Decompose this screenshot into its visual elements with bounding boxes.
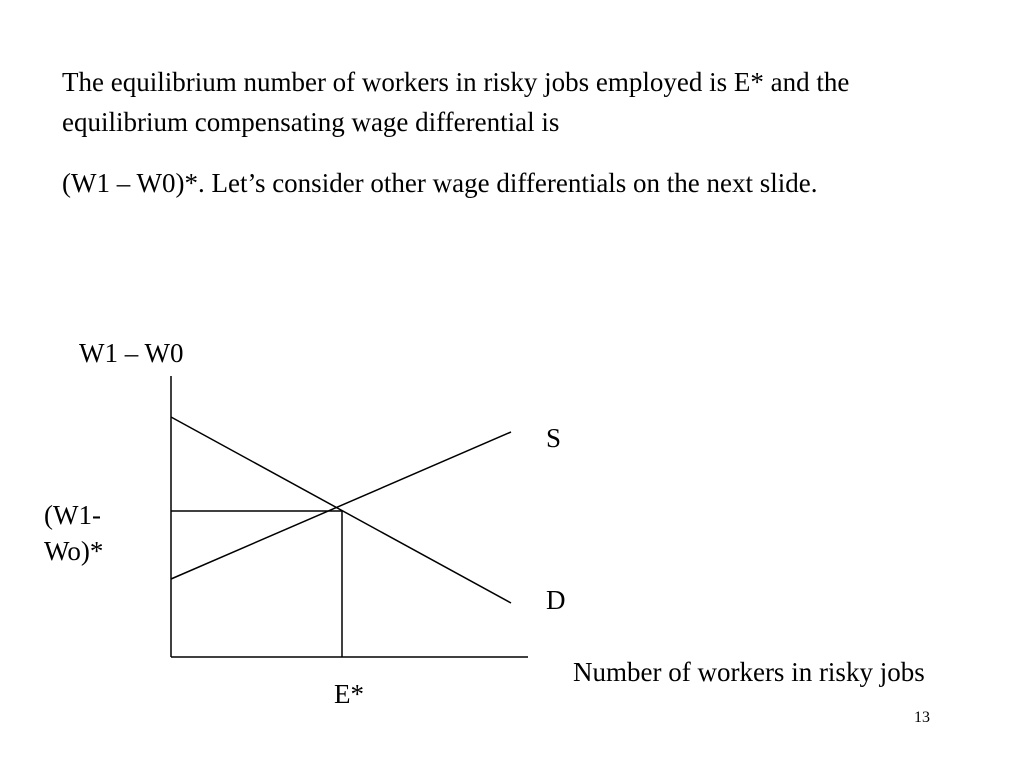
demand-curve xyxy=(171,417,511,603)
equilibrium-quantity-label: E* xyxy=(334,679,364,709)
supply-curve-label: S xyxy=(546,423,562,453)
slide-number: 13 xyxy=(914,709,930,726)
paragraph-equilibrium: The equilibrium number of workers in risky jobs employed is E* and the equilibrium compensating wage differential is xyxy=(62,67,850,137)
supply-curve xyxy=(171,432,511,579)
y-axis-label: W1 – W0 xyxy=(79,338,184,368)
demand-curve-label: D xyxy=(546,585,566,615)
x-axis-label: Number of workers in risky jobs xyxy=(573,657,925,687)
paragraph-other-differentials: (W1 – W0)*. Let’s consider other wage differentials on the next slide. xyxy=(62,168,818,198)
equilibrium-wage-label: (W1- Wo)* xyxy=(44,500,104,566)
